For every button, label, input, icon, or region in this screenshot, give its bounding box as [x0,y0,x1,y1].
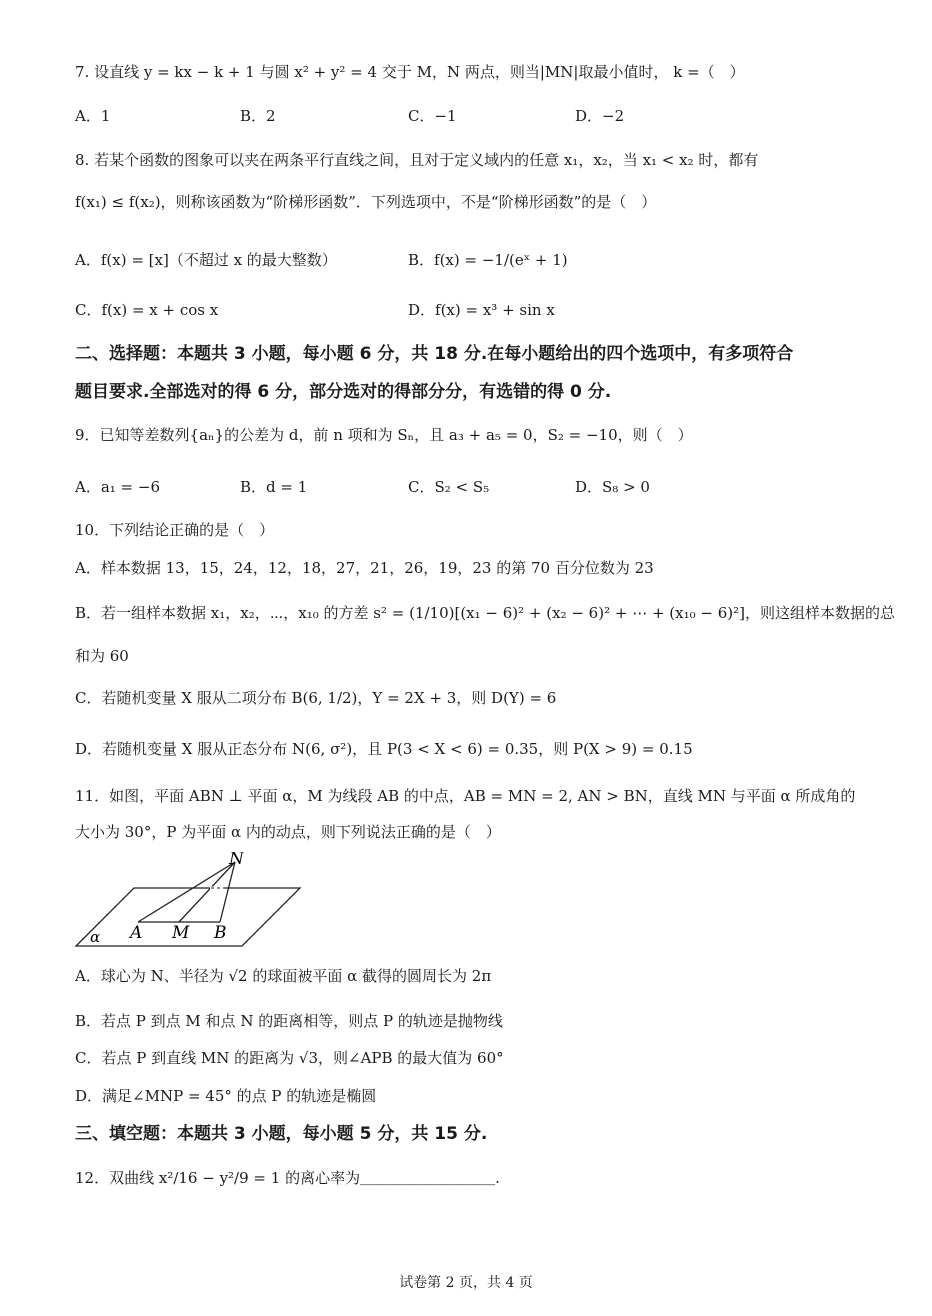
q11-option-c: C．若点 P 到直线 MN 的距离为 √3，则∠APB 的最大值为 60° [75,1049,504,1067]
q9-option-a: A．a₁ = −6 [75,478,161,496]
q10-option-d: D．若随机变量 X 服从正态分布 N(6, σ²)，且 P(3 < X < 6) = 0.35，则 P(X > 9) = 0.15 [75,740,693,758]
section3-heading: 三、填空题：本题共 3 小题，每小题 5 分，共 15 分. [75,1124,488,1144]
q11-stem-line1: 11．如图，平面 ABN ⊥ 平面 α，M 为线段 AB 的中点，AB = MN = 2, AN > BN，直线 MN 与平面 α 所成角的 [75,787,856,805]
label-M: M [172,923,190,943]
q12-stem-text: 12．双曲线 x²/16 − y²/9 = 1 的离心率为 [75,1169,361,1187]
q9-stem: 9．已知等差数列{aₙ}的公差为 d，前 n 项和为 Sₙ，且 a₃ + a₅ = 0，S₂ = −10，则（ ） [75,426,693,444]
q7-option-c: C．−1 [408,107,457,125]
page-footer: 试卷第 2 页，共 4 页 [399,1275,533,1291]
section2-heading-line1: 二、选择题：本题共 3 小题，每小题 6 分，共 18 分.在每小题给出的四个选项中，有多项符合 [75,344,794,364]
label-B: B [214,923,227,943]
section2-heading-line2: 题目要求.全部选对的得 6 分，部分选对的得部分分，有选错的得 0 分. [75,382,612,402]
q10-stem: 10．下列结论正确的是（ ） [75,521,275,539]
q8-option-b: B．f(x) = −1/(eˣ + 1) [408,251,568,269]
q7-option-b: B．2 [240,107,276,125]
q9-option-b: B．d = 1 [240,478,308,496]
label-N: N [229,852,244,869]
q11-figure [72,852,312,954]
q10-option-b-line1: B．若一组样本数据 x₁，x₂，⋯，x₁₀ 的方差 s² = (1/10)[(x₁ − 6)² + (x₂ − 6)² + ⋯ + (x₁₀ − 6)²]，则这组样本数据的总 [75,604,896,622]
segment-BN [220,862,235,922]
q12-answer-blank[interactable]: ＿＿＿＿＿＿＿＿＿. [360,1169,500,1187]
q9-option-c: C．S₂ < S₅ [408,478,490,496]
q7-option-d: D．−2 [575,107,625,125]
q11-option-b: B．若点 P 到点 M 和点 N 的距离相等，则点 P 的轨迹是抛物线 [75,1012,503,1030]
q8-stem-line1: 8. 若某个函数的图象可以夹在两条平行直线之间，且对于定义域内的任意 x₁，x₂，当 x₁ < x₂ 时，都有 [75,151,759,169]
q8-option-c: C．f(x) = x + cos x [75,301,219,319]
q8-option-a: A．f(x) = [x]（不超过 x 的最大整数） [75,251,337,269]
q7-stem: 7. 设直线 y = kx − k + 1 与圆 x² + y² = 4 交于 M，N 两点，则当|MN|取最小值时， k =（ ） [75,63,745,81]
q9-option-d: D．S₈ > 0 [575,478,650,496]
q8-stem-line2: f(x₁) ≤ f(x₂)，则称该函数为“阶梯形函数”．下列选项中，不是“阶梯形函数”的是（ ） [75,193,657,211]
label-A: A [130,923,143,943]
q11-stem-line2: 大小为 30°，P 为平面 α 内的动点，则下列说法正确的是（ ） [75,823,501,841]
q8-option-d: D．f(x) = x³ + sin x [408,301,555,319]
plane-diagram [72,852,312,950]
q10-option-a: A．样本数据 13，15，24，12，18，27，21，26，19，23 的第 70 百分位数为 23 [75,559,654,577]
q12-stem [75,1168,500,1188]
label-alpha: α [90,928,101,946]
q10-option-b-line2: 和为 60 [75,647,129,665]
segment-AN [138,862,235,922]
q11-option-a: A．球心为 N、半径为 √2 的球面被平面 α 截得的圆周长为 2π [75,967,492,985]
q11-option-d: D．满足∠MNP = 45° 的点 P 的轨迹是椭圆 [75,1087,377,1105]
q10-option-c: C．若随机变量 X 服从二项分布 B(6, 1/2)，Y = 2X + 3，则 D(Y) = 6 [75,689,557,707]
q7-option-a: A．1 [75,107,111,125]
